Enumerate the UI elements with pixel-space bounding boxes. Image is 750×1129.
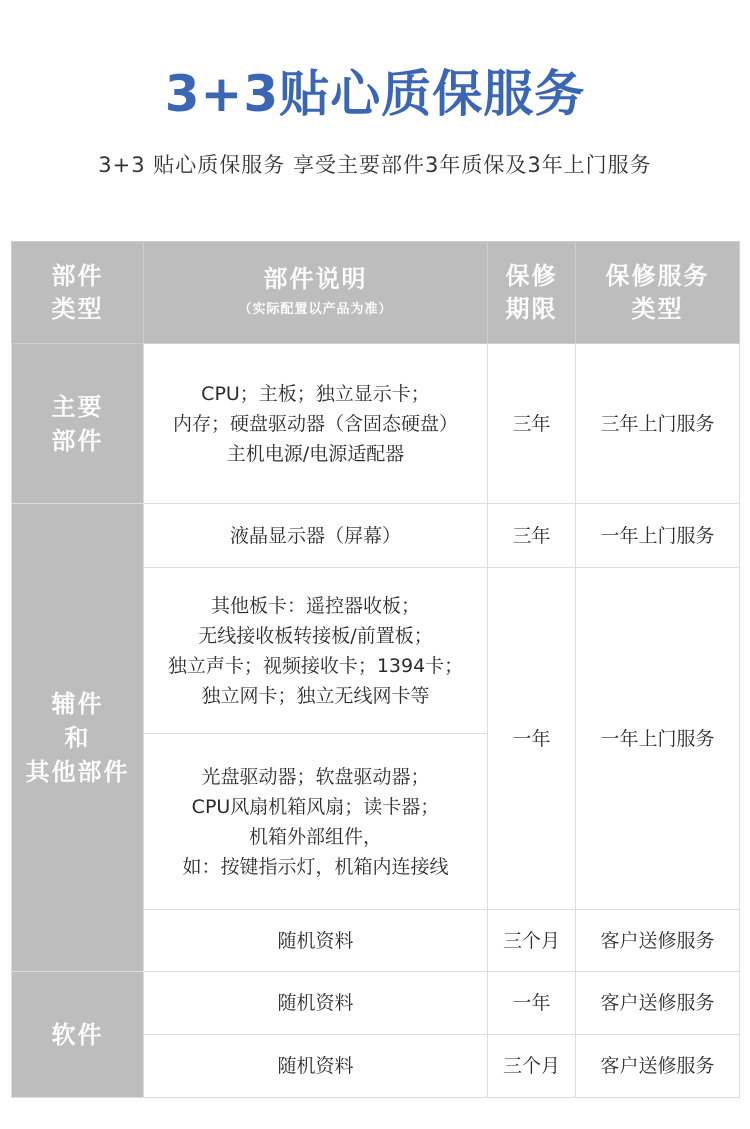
part-description [144,568,488,734]
description-line: 随机资料 [277,1055,354,1077]
service-type: 三年上门服务 [576,344,740,504]
table-header-row [12,242,740,344]
part-description [144,734,488,910]
header-service-type-line: 类型 [631,294,684,323]
header-warranty-period-line: 保修 [505,261,558,290]
description-line: 随机资料 [277,992,354,1014]
header-part-type-line: 类型 [51,294,104,323]
service-type: 一年上门服务 [576,504,740,568]
category-label-line: 辅件 [51,689,104,718]
header-part-type [12,242,144,344]
description-line: 独立声卡；视频接收卡；1394卡； [167,654,464,677]
description-line: 光盘驱动器；软盘驱动器； [201,765,430,788]
header-warranty-period [488,242,576,344]
part-description [144,972,488,1035]
warranty-period: 三年 [488,344,576,504]
description-line: CPU；主板；独立显示卡； [201,382,430,405]
header-part-type-line: 部件 [51,261,104,290]
header-part-desc-note: （实际配置以产品为准） [238,302,393,317]
category-label-line: 和 [64,723,91,752]
part-description [144,1035,488,1098]
category-label-line: 软件 [51,1020,104,1049]
category-main-parts [12,344,144,504]
service-type: 一年上门服务 [576,568,740,910]
service-type: 客户送修服务 [576,1035,740,1098]
warranty-period: 三个月 [488,1035,576,1098]
warranty-table [11,241,740,1098]
description-line: 如：按键指示灯，机箱内连接线 [182,855,449,878]
header-service-type-line: 保修服务 [605,261,710,290]
service-type: 客户送修服务 [576,910,740,972]
table-row [12,344,740,504]
warranty-period: 三年 [488,504,576,568]
category-label-line: 其他部件 [25,757,130,786]
warranty-period: 三个月 [488,910,576,972]
description-line: 机箱外部组件， [248,825,382,848]
part-description [144,504,488,568]
description-line: 随机资料 [277,929,354,952]
category-label-line: 主要 [51,392,104,421]
page-subtitle: 3+3 贴心质保服务 享受主要部件3年质保及3年上门服务 [98,153,652,177]
part-description [144,344,488,504]
warranty-period: 一年 [488,972,576,1035]
description-line: 其他板卡：遥控器收板； [210,594,420,617]
warranty-period: 一年 [488,568,576,910]
description-line: CPU风扇机箱风扇；读卡器； [191,795,440,818]
header-service-type [576,242,740,344]
part-description [144,910,488,972]
category-label-line: 部件 [51,426,104,455]
header-warranty-period-line: 期限 [505,294,558,323]
header-part-desc-label: 部件说明 [263,265,368,293]
description-line: 主机电源/电源适配器 [226,442,405,465]
table-row [12,504,740,568]
description-line: 液晶显示器（屏幕） [229,524,401,547]
description-line: 内存；硬盘驱动器（含固态硬盘） [172,412,458,435]
header-part-desc [144,242,488,344]
service-type: 客户送修服务 [576,972,740,1035]
page-title: 3+3贴心质保服务 [164,65,586,123]
description-line: 无线接收板转接板/前置板； [198,624,433,647]
description-line: 独立网卡；独立无线网卡等 [201,684,430,707]
category-software [12,972,144,1098]
category-accessories [12,504,144,972]
table-row [12,972,740,1035]
